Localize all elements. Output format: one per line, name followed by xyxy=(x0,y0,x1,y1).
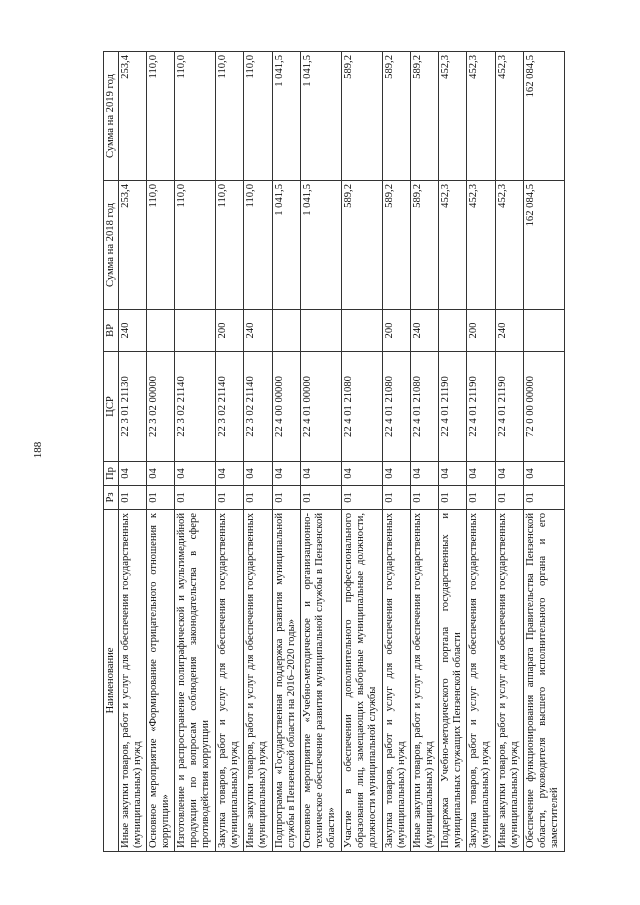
table-row xyxy=(467,52,495,852)
table-row xyxy=(147,52,175,852)
cell-rz: 01 xyxy=(118,486,146,510)
cell-name: Иные закупки товаров, работ и услуг для обеспечения государственных (муниципальных) нужд xyxy=(410,510,438,852)
cell-csr: 22 4 00 00000 xyxy=(272,352,300,462)
cell-sum-2019: 1 041,5 xyxy=(272,52,300,181)
cell-name: Иные закупки товаров, работ и услуг для обеспечения государственных (муниципальных) нужд xyxy=(495,510,523,852)
cell-pr: 04 xyxy=(118,462,146,486)
cell-pr: 04 xyxy=(147,462,175,486)
rotated-table-container xyxy=(103,52,565,852)
cell-csr: 22 4 01 21080 xyxy=(341,352,382,462)
table-row xyxy=(382,52,410,852)
cell-name: Поддержка Учебно-методического портала государственных и муниципальных служащих Пензенской области xyxy=(439,510,467,852)
cell-sum-2018: 253,4 xyxy=(118,181,146,310)
cell-rz: 01 xyxy=(467,486,495,510)
cell-rz: 01 xyxy=(244,486,272,510)
cell-name: Закупка товаров, работ и услуг для обеспечения государственных (муниципальных) нужд xyxy=(216,510,244,852)
cell-csr: 22 4 01 21080 xyxy=(410,352,438,462)
cell-rz: 01 xyxy=(439,486,467,510)
cell-rz: 01 xyxy=(301,486,342,510)
cell-sum-2019: 452,3 xyxy=(439,52,467,181)
cell-csr: 22 4 01 21080 xyxy=(382,352,410,462)
header-pr: Пр xyxy=(104,462,119,486)
cell-csr: 22 4 01 21190 xyxy=(467,352,495,462)
cell-sum-2018: 589,2 xyxy=(382,181,410,310)
cell-name: Участие в обеспечении дополнительного профессионального образования лиц, замещающих выборные муниципальные должности, должности муниципальной службы xyxy=(341,510,382,852)
cell-sum-2018: 589,2 xyxy=(341,181,382,310)
table-row xyxy=(495,52,523,852)
cell-sum-2019: 162 084,5 xyxy=(524,52,565,181)
cell-vr xyxy=(272,310,300,352)
cell-pr: 04 xyxy=(244,462,272,486)
cell-vr: 240 xyxy=(118,310,146,352)
cell-vr xyxy=(341,310,382,352)
cell-csr: 72 0 00 00000 xyxy=(524,352,565,462)
table-row xyxy=(301,52,342,852)
cell-rz: 01 xyxy=(382,486,410,510)
cell-sum-2019: 589,2 xyxy=(382,52,410,181)
cell-sum-2019: 110,0 xyxy=(216,52,244,181)
cell-sum-2018: 110,0 xyxy=(216,181,244,310)
cell-sum-2018: 110,0 xyxy=(147,181,175,310)
table-row xyxy=(439,52,467,852)
cell-name: Иные закупки товаров, работ и услуг для обеспечения государственных (муниципальных) нужд xyxy=(244,510,272,852)
cell-vr: 200 xyxy=(467,310,495,352)
cell-sum-2019: 452,3 xyxy=(467,52,495,181)
table-row xyxy=(216,52,244,852)
cell-pr: 04 xyxy=(467,462,495,486)
cell-sum-2018: 452,3 xyxy=(439,181,467,310)
table-body xyxy=(118,52,564,852)
cell-pr: 04 xyxy=(410,462,438,486)
cell-vr xyxy=(147,310,175,352)
table-row xyxy=(244,52,272,852)
cell-sum-2018: 1 041,5 xyxy=(301,181,342,310)
cell-csr: 22 3 02 21140 xyxy=(244,352,272,462)
header-name: Наименование xyxy=(104,510,119,852)
cell-sum-2018: 110,0 xyxy=(244,181,272,310)
cell-name: Подпрограмма «Государственная поддержка развития муниципальной службы в Пензенской области на 2016–2020 годы» xyxy=(272,510,300,852)
cell-sum-2018: 589,2 xyxy=(410,181,438,310)
cell-vr xyxy=(301,310,342,352)
cell-sum-2018: 162 084,5 xyxy=(524,181,565,310)
cell-csr: 22 4 01 00000 xyxy=(301,352,342,462)
table-header-row xyxy=(104,52,119,852)
cell-name: Основное мероприятие «Формирование отрицательного отношения к коррупции» xyxy=(147,510,175,852)
cell-name: Обеспечение функционирования аппарата Правительства Пензенской области, руководителя высшего исполнительного органа и его заместителей xyxy=(524,510,565,852)
header-sum-2019: Сумма на 2019 год xyxy=(104,52,119,181)
header-vr: ВР xyxy=(104,310,119,352)
cell-sum-2019: 110,0 xyxy=(147,52,175,181)
cell-csr: 22 3 02 00000 xyxy=(147,352,175,462)
table-row xyxy=(341,52,382,852)
cell-sum-2018: 452,3 xyxy=(467,181,495,310)
cell-csr: 22 4 01 21190 xyxy=(495,352,523,462)
cell-rz: 01 xyxy=(216,486,244,510)
cell-name: Закупка товаров, работ и услуг для обеспечения государственных (муниципальных) нужд xyxy=(467,510,495,852)
cell-rz: 01 xyxy=(524,486,565,510)
cell-pr: 04 xyxy=(175,462,216,486)
cell-sum-2019: 1 041,5 xyxy=(301,52,342,181)
cell-vr xyxy=(175,310,216,352)
table-row xyxy=(118,52,146,852)
table-row xyxy=(410,52,438,852)
cell-sum-2019: 253,4 xyxy=(118,52,146,181)
cell-pr: 04 xyxy=(301,462,342,486)
cell-pr: 04 xyxy=(524,462,565,486)
cell-vr: 200 xyxy=(216,310,244,352)
cell-sum-2019: 110,0 xyxy=(244,52,272,181)
cell-name: Закупка товаров, работ и услуг для обеспечения государственных (муниципальных) нужд xyxy=(382,510,410,852)
cell-rz: 01 xyxy=(495,486,523,510)
cell-pr: 04 xyxy=(272,462,300,486)
cell-pr: 04 xyxy=(216,462,244,486)
cell-rz: 01 xyxy=(410,486,438,510)
cell-sum-2018: 452,3 xyxy=(495,181,523,310)
cell-csr: 22 4 01 21190 xyxy=(439,352,467,462)
cell-pr: 04 xyxy=(495,462,523,486)
table-row xyxy=(524,52,565,852)
cell-pr: 04 xyxy=(382,462,410,486)
cell-pr: 04 xyxy=(439,462,467,486)
cell-name: Основное мероприятие «Учебно-методическое и организационно-техническое обеспечение развития муниципальной службы в Пензенской области» xyxy=(301,510,342,852)
cell-sum-2018: 110,0 xyxy=(175,181,216,310)
cell-sum-2019: 110,0 xyxy=(175,52,216,181)
cell-name: Изготовление и распространение полиграфической и мультимедийной продукции по вопросам соблюдения законодательства в сфере противодействия коррупции xyxy=(175,510,216,852)
cell-name: Иные закупки товаров, работ и услуг для обеспечения государственных (муниципальных) нужд xyxy=(118,510,146,852)
cell-vr: 240 xyxy=(410,310,438,352)
cell-csr: 22 3 02 21140 xyxy=(216,352,244,462)
cell-vr: 200 xyxy=(382,310,410,352)
cell-vr: 240 xyxy=(495,310,523,352)
header-csr: ЦСР xyxy=(104,352,119,462)
cell-vr: 240 xyxy=(244,310,272,352)
header-sum-2018: Сумма на 2018 год xyxy=(104,181,119,310)
cell-csr: 22 3 01 21130 xyxy=(118,352,146,462)
cell-pr: 04 xyxy=(341,462,382,486)
cell-sum-2019: 589,2 xyxy=(341,52,382,181)
cell-rz: 01 xyxy=(341,486,382,510)
cell-sum-2019: 589,2 xyxy=(410,52,438,181)
table-row xyxy=(272,52,300,852)
cell-sum-2019: 452,3 xyxy=(495,52,523,181)
header-rz: Рз xyxy=(104,486,119,510)
table-row xyxy=(175,52,216,852)
cell-csr: 22 3 02 21140 xyxy=(175,352,216,462)
cell-vr xyxy=(524,310,565,352)
cell-rz: 01 xyxy=(147,486,175,510)
budget-table xyxy=(103,51,565,852)
cell-rz: 01 xyxy=(175,486,216,510)
cell-rz: 01 xyxy=(272,486,300,510)
cell-vr xyxy=(439,310,467,352)
cell-sum-2018: 1 041,5 xyxy=(272,181,300,310)
page-number: 188 xyxy=(32,441,44,459)
